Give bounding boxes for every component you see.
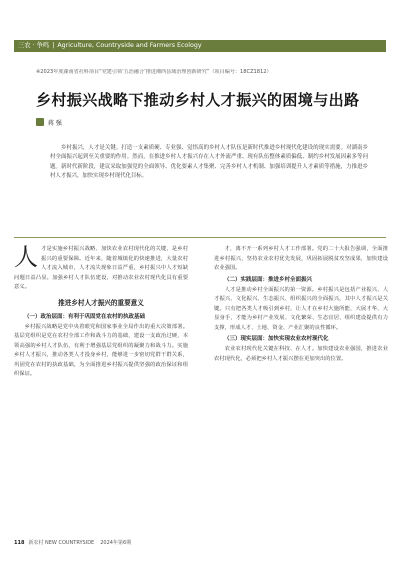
- right-paragraph-1: 才，离不开一系列乡村人才工作部署。党的二十大报告强调，全面推进乡村振兴，坚持农业农村优先发展，巩固拓展脱贫攻坚成果，加快建设农业强国。: [214, 246, 388, 271]
- author-name: 蒋 强: [48, 119, 62, 127]
- issue-label: 2024年第6期: [100, 540, 132, 546]
- page-number: 118: [14, 540, 25, 546]
- drop-cap: 人: [14, 245, 38, 271]
- subheading-political: （一）政治层面：有利于巩固党在农村的执政基础: [24, 313, 146, 320]
- left-column: [14, 245, 188, 535]
- author-tag-icon: [36, 118, 44, 126]
- intro-text: 才是实施乡村振兴战略、加快农业农村现代化的关键，是乡村振兴的重要保障。近年来，随着城镇化的快速推进，大量农村人才流入城市，人才流失现象日益严重，乡村振兴中人才短缺问题日益凸显。加强乡村人才队伍建设，对推动农业农村现代化具有重要意义。: [14, 246, 188, 290]
- article-title: 乡村振兴战略下推动乡村人才振兴的困境与出路: [36, 91, 360, 109]
- grant-note: ※2023年度湖南省社科项目“党建引领‘五治融合’推进湘西县域治理创新研究”（项目编号：18CZ1812）: [36, 69, 272, 75]
- subheading-reality: （三）现实层面：加快实现农业农村现代化: [224, 336, 329, 342]
- subheading-practice: （二）实践层面：推进乡村全面振兴: [224, 276, 313, 283]
- right-column: [214, 245, 388, 535]
- journal-name: 新农村 NEW COUNTRYSIDE: [28, 540, 95, 546]
- abstract: 乡村振兴，人才是关键。打造一支素质硬、专业强、觉悟高的乡村人才队伍是新时代推进乡村现代化建设的现实需要。对湖南乡村全面振兴起到至关重要的作用。然而，在推进乡村人才振兴存在人才外流严重、现有队伍整体素质偏低、制约乡村发展因素多等问题。新时代新阶段，建议采取加强党的全面领导、优化要素人才集聚、完善乡村人才机制、加强培训提升人才素质等措施，力推进乡村人才振兴，加快实现乡村现代化目标。: [50, 145, 368, 179]
- author-row: [36, 117, 62, 127]
- journal-header-bar: [14, 40, 386, 52]
- right-paragraph-2: 人才是推动乡村全面振兴的第一资源。乡村振兴是包括产业振兴、人才振兴、文化振兴、生态振兴、组织振兴的全面振兴，其中人才振兴是关键。只有把各类人才吸引到乡村，让人才在乡村大施所能、大展才华、大显身手，才能为乡村产业发展、文化繁荣、生态宜居、组织建设提供有力支撑，形成人才、土地、资金、产业汇聚的良性循环。: [214, 286, 388, 331]
- right-paragraph-3: 农业农村现代化关键在科技、在人才。加快建设农业强国，推进农业农村现代化，必须把乡村人才振兴摆在更加突出的位置。: [214, 346, 388, 362]
- header-separator: |: [52, 42, 55, 49]
- section-heading: 推进乡村人才振兴的重要意义: [58, 298, 144, 307]
- political-paragraph: 乡村振兴战略是党中央着眼党和国家事业全局作出的重大决策部署。基层党组织是党在农村全部工作和战斗力的基础，建设一支政治过硬、本领高强的乡村人才队伍，有利于增强基层党组织的凝聚力和战斗力。实施乡村人才振兴，推动各类人才投身乡村，能够进一步密切党群干群关系，巩固党在农村的执政基础，为全面推进乡村振兴提供坚强的政治保证和组织保证。: [14, 323, 188, 377]
- header-section-cn: 三农 · 争鸣: [18, 42, 50, 49]
- abstract-divider: [14, 237, 386, 238]
- page-footer: [14, 538, 386, 548]
- header-section-en: Agriculture, Countryside and Farmers Ecology: [57, 42, 202, 49]
- intro-paragraph: [14, 245, 188, 293]
